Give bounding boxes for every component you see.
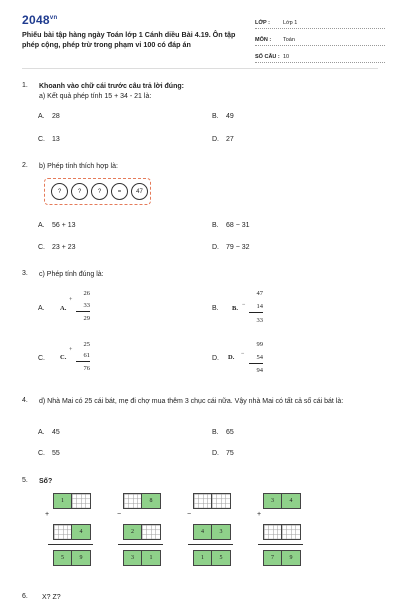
grid-row-result (193, 550, 231, 566)
option-label: C. (38, 136, 45, 143)
question-3 (22, 270, 378, 284)
brand-logo[interactable] (22, 13, 58, 27)
number-cell[interactable]: 8 (142, 494, 160, 508)
question-number: 3. (22, 270, 28, 277)
option-label: A. (38, 305, 45, 312)
operand-mid: 33 (83, 302, 90, 309)
option-c[interactable] (38, 450, 60, 457)
number-cell[interactable]: 3 (212, 525, 230, 539)
op-result: 29 (83, 315, 90, 322)
blank-cell[interactable] (72, 494, 90, 508)
sum-line (258, 544, 303, 545)
op-sign: + (69, 297, 73, 303)
meta-key: SỐ CÂU : (255, 54, 280, 60)
meta-value: 10 (283, 54, 290, 60)
grid-row-top (193, 493, 231, 509)
number-cell[interactable]: 3 (264, 494, 282, 508)
question-text: c) Phép tính đúng là: (39, 271, 104, 278)
meta-value: Lớp 1 (283, 20, 298, 26)
number-cell[interactable]: 4 (194, 525, 212, 539)
sum-line (188, 544, 233, 545)
question-1 (22, 82, 378, 152)
grid-row-top (263, 493, 301, 509)
op-result: 76 (83, 365, 90, 372)
meta-panel (255, 14, 385, 65)
question-text (39, 477, 379, 487)
sum-line (118, 544, 163, 545)
instruction: Khoanh vào chữ cái trước câu trả lời đúng: (39, 83, 184, 90)
page-title: Phiếu bài tập hàng ngày Toán lớp 1 Cánh diều Bài 4.19. Ôn tập phép cộng, phép trừ trong phạm vi 100 có đáp án (22, 30, 236, 49)
option-label: A. (38, 429, 45, 436)
blank-cell[interactable] (124, 494, 142, 508)
option-label: B. (212, 113, 219, 120)
number-cell[interactable]: 5 (212, 551, 230, 565)
blank-cell[interactable] (212, 494, 230, 508)
operand-top: 25 (83, 341, 90, 348)
option-b[interactable] (212, 113, 234, 120)
header-divider (22, 68, 378, 69)
number-cell[interactable]: 7 (264, 551, 282, 565)
blank-cell[interactable] (54, 525, 72, 539)
meta-key: LỚP : (255, 20, 270, 26)
number-cell[interactable]: 1 (194, 551, 212, 565)
circle-slot[interactable]: ? (51, 183, 68, 200)
question-4 (22, 397, 378, 419)
op-line (249, 363, 263, 364)
option-value: 49 (226, 113, 234, 120)
option-label: A. (38, 222, 45, 229)
option-d[interactable] (212, 136, 234, 143)
grid-row-mid (123, 524, 161, 540)
option-label: C. (38, 355, 45, 362)
option-value: 13 (52, 136, 60, 143)
option-label: D. (212, 450, 219, 457)
question-number: 1. (22, 82, 28, 89)
question-5 (22, 477, 378, 489)
number-cell[interactable]: 3 (124, 551, 142, 565)
option-label: A. (38, 113, 45, 120)
meta-row-count (255, 48, 385, 63)
option-label: B. (212, 222, 219, 229)
circle-puzzle (44, 178, 151, 205)
option-b[interactable] (212, 429, 234, 436)
op-sign: + (257, 511, 262, 518)
option-a[interactable] (38, 429, 60, 436)
question-number: 5. (22, 477, 28, 484)
grid-row-mid (53, 524, 91, 540)
vertical-operation-c (60, 341, 90, 377)
op-line (76, 311, 90, 312)
option-c[interactable] (38, 355, 45, 362)
question-text: X? Z? (42, 594, 61, 600)
operand-top: 26 (83, 290, 90, 297)
question-title: Số? (39, 478, 53, 485)
operand-mid: 54 (256, 354, 263, 361)
option-value: 55 (52, 450, 60, 457)
operand-mid: 61 (83, 352, 90, 359)
question-2 (22, 162, 378, 176)
number-cell[interactable]: 2 (124, 525, 142, 539)
circle-equals: = (111, 183, 128, 200)
grid-row-result (53, 550, 91, 566)
grid-row-mid (263, 524, 301, 540)
op-sign: − (242, 302, 246, 308)
meta-value: Toán (283, 37, 295, 43)
brand-suffix: vn (49, 15, 58, 21)
op-sign: − (117, 511, 122, 518)
option-a[interactable] (38, 113, 60, 120)
inner-label: C. (60, 354, 67, 361)
number-cell[interactable]: 9 (282, 551, 300, 565)
operand-top: 47 (256, 290, 263, 297)
number-cell[interactable]: 4 (72, 525, 90, 539)
vertical-operation-b (232, 290, 263, 326)
op-sign: − (241, 351, 245, 357)
number-cell[interactable]: 1 (142, 551, 160, 565)
option-d[interactable] (212, 355, 219, 362)
op-result: 33 (256, 317, 263, 324)
option-b[interactable] (212, 305, 219, 312)
blank-cell[interactable] (142, 525, 160, 539)
option-a[interactable] (38, 305, 45, 312)
blank-cell[interactable] (194, 494, 212, 508)
option-value: 45 (52, 429, 60, 436)
blank-cell[interactable] (264, 525, 282, 539)
meta-row-class (255, 14, 385, 29)
operand-top: 99 (256, 341, 263, 348)
question-text: b) Phép tính thích hợp là: (39, 163, 118, 170)
option-value: 75 (226, 450, 234, 457)
circle-result: 47 (131, 183, 148, 200)
grid-row-result (263, 550, 301, 566)
vertical-operation-a (60, 290, 90, 326)
inner-label: A. (60, 305, 67, 312)
op-result: 94 (256, 367, 263, 374)
grid-row-top (123, 493, 161, 509)
option-label: D. (212, 355, 219, 362)
op-sign: + (69, 347, 73, 353)
option-d[interactable] (212, 450, 234, 457)
meta-key: MÔN : (255, 37, 272, 43)
option-d[interactable] (212, 244, 250, 251)
grid-row-mid (193, 524, 231, 540)
option-b[interactable] (212, 222, 250, 229)
option-label: D. (212, 244, 219, 251)
option-c[interactable] (38, 136, 60, 143)
number-cell[interactable]: 4 (282, 494, 300, 508)
number-cell[interactable]: 1 (54, 494, 72, 508)
question-number: 6. (22, 593, 28, 600)
option-value: 23 + 23 (52, 244, 76, 251)
option-label: B. (212, 429, 219, 436)
option-value: 27 (226, 136, 234, 143)
op-line (249, 312, 263, 313)
option-value: 65 (226, 429, 234, 436)
meta-row-subject (255, 31, 385, 46)
number-cell[interactable]: 5 (54, 551, 72, 565)
option-value: 28 (52, 113, 60, 120)
number-cell[interactable]: 9 (72, 551, 90, 565)
question-text: d) Nhà Mai có 25 cái bát, mẹ đi chợ mua thêm 3 chục cái nữa. Vậy nhà Mai có tất cả số cái bát là: (39, 398, 344, 405)
circle-slot[interactable]: ? (91, 183, 108, 200)
question-text (39, 82, 379, 102)
grid-row-result (123, 550, 161, 566)
brand-text: 2048 (22, 13, 50, 27)
option-label: B. (212, 305, 219, 312)
question-number: 4. (22, 397, 28, 404)
vertical-operation-d (228, 341, 263, 377)
op-line (76, 361, 90, 362)
inner-label: B. (232, 305, 238, 312)
option-label: C. (38, 244, 45, 251)
option-value: 68 − 31 (226, 222, 250, 229)
question-number: 2. (22, 162, 28, 169)
sum-line (48, 544, 93, 545)
option-label: C. (38, 450, 45, 457)
question-part: a) Kết quả phép tính 15 + 34 - 21 là: (39, 93, 152, 100)
option-a[interactable] (38, 222, 76, 229)
operand-mid: 14 (256, 303, 263, 310)
option-value: 79 − 32 (226, 244, 250, 251)
blank-cell[interactable] (282, 525, 300, 539)
option-value: 56 + 13 (52, 222, 76, 229)
inner-label: D. (228, 354, 235, 361)
op-sign: − (187, 511, 192, 518)
option-label: D. (212, 136, 219, 143)
question-6 (22, 593, 378, 600)
grid-row-top (53, 493, 91, 509)
op-sign: + (45, 511, 50, 518)
circle-slot[interactable]: ? (71, 183, 88, 200)
option-c[interactable] (38, 244, 76, 251)
